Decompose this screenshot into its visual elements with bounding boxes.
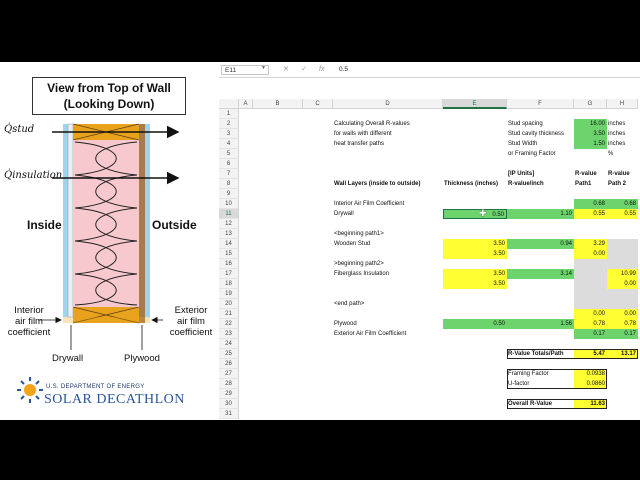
outside-label: Outside — [152, 218, 197, 232]
cell-g25[interactable]: 5.47 — [574, 349, 607, 359]
diagram-title-line1: View from Top of Wall — [47, 81, 171, 95]
cell-d10[interactable]: Interior Air Film Coefficient — [334, 201, 405, 207]
insert-function-icon[interactable]: fx — [319, 66, 325, 73]
formula-bar — [219, 62, 640, 78]
q-stud-label: Q̇stud — [4, 124, 35, 135]
row-header-7[interactable]: 7 — [219, 169, 239, 179]
cell-h14[interactable] — [607, 239, 638, 249]
column-header-b[interactable]: B — [253, 99, 303, 109]
row-header-17[interactable]: 17 — [219, 269, 239, 279]
cell-e22[interactable]: 0.50 — [443, 319, 507, 329]
confirm-entry-icon[interactable]: ✓ — [301, 66, 307, 73]
drywall-layer — [68, 124, 73, 317]
cell-d13[interactable]: <beginning path1> — [334, 231, 384, 237]
cell-h18[interactable]: 0.00 — [607, 279, 638, 289]
column-header-f[interactable]: F — [507, 99, 574, 109]
cell-e8[interactable]: Thickness (inches) — [444, 181, 499, 187]
exterior-film-label: Exterior air film coefficient — [169, 305, 213, 338]
cell-g18[interactable] — [574, 279, 607, 289]
wall-diagram-panel — [0, 62, 219, 420]
cell-g11[interactable]: 0.55 — [574, 209, 607, 219]
cell-g30[interactable]: 11.63 — [574, 399, 607, 409]
row-header-3[interactable]: 3 — [219, 129, 239, 139]
formula-value[interactable]: 0.5 — [339, 66, 349, 73]
cell-g8[interactable]: Path1 — [575, 181, 592, 187]
row-header-5[interactable]: 5 — [219, 149, 239, 159]
row-header-19[interactable]: 19 — [219, 289, 239, 299]
cell-d8[interactable]: Wall Layers (inside to outside) — [334, 181, 421, 187]
row-header-18[interactable]: 18 — [219, 279, 239, 289]
cell-h11[interactable]: 0.55 — [607, 209, 638, 219]
cell-h17[interactable]: 10.99 — [607, 269, 638, 279]
cell-g3[interactable]: 3.50 — [574, 129, 607, 139]
cell-h4[interactable]: inches — [608, 141, 626, 147]
cell-h8[interactable]: Path 2 — [608, 181, 627, 187]
doe-sun-logo-icon — [16, 376, 44, 410]
row-header-1[interactable]: 1 — [219, 109, 239, 119]
plywood-label: Plywood — [124, 353, 160, 364]
cell-d22[interactable]: Plywood — [334, 321, 357, 327]
cell-f3[interactable]: Stud cavity thickness — [508, 131, 565, 137]
column-header-e[interactable]: E — [443, 99, 507, 109]
cell-h15[interactable] — [607, 249, 638, 259]
cell-cursor-icon: ✚ — [479, 208, 487, 218]
row-header-14[interactable]: 14 — [219, 239, 239, 249]
cell-h7[interactable]: R-value — [608, 171, 630, 177]
cell-h19[interactable] — [607, 289, 638, 299]
column-header-a[interactable]: A — [239, 99, 253, 109]
row-header-27[interactable]: 27 — [219, 369, 239, 379]
cell-g14[interactable]: 3.29 — [574, 239, 607, 249]
name-box-dropdown-icon[interactable]: ▼ — [261, 65, 266, 71]
cell-f5[interactable]: or Framing Factor — [508, 151, 556, 157]
row-header-21[interactable]: 21 — [219, 309, 239, 319]
cell-f7[interactable]: [IP Units] — [508, 171, 535, 177]
cell-f14[interactable]: 0.94 — [507, 239, 574, 249]
row-header-10[interactable]: 10 — [219, 199, 239, 209]
cell-g28[interactable]: 0.0860 — [574, 379, 607, 389]
inside-label: Inside — [27, 218, 62, 232]
doe-logo-line1: U.S. DEPARTMENT OF ENERGY — [46, 384, 145, 390]
row-header-12[interactable]: 12 — [219, 219, 239, 229]
cell-d17[interactable]: Fiberglass Insulation — [334, 271, 390, 277]
cell-f30[interactable]: Overall R-Value — [508, 401, 553, 407]
cell-e15[interactable]: 3.50 — [443, 249, 507, 259]
row-header-16[interactable]: 16 — [219, 259, 239, 269]
row-header-26[interactable]: 26 — [219, 359, 239, 369]
name-box[interactable]: E11 — [221, 65, 269, 75]
cell-f4[interactable]: Stud Width — [508, 141, 538, 147]
cell-d2[interactable]: Calculating Overall R-values — [334, 121, 410, 127]
row-header-8[interactable]: 8 — [219, 179, 239, 189]
cell-e18[interactable]: 3.50 — [443, 279, 507, 289]
row-header-9[interactable]: 9 — [219, 189, 239, 199]
cell-h23[interactable]: 0.17 — [607, 329, 638, 339]
cell-f27[interactable]: Framing Factor — [508, 371, 549, 377]
cell-f22[interactable]: 1.56 — [507, 319, 574, 329]
cell-e17[interactable]: 3.50 — [443, 269, 507, 279]
cell-g21[interactable]: 0.00 — [574, 309, 607, 319]
diagram-title-box — [32, 77, 186, 115]
cell-g22[interactable]: 0.78 — [574, 319, 607, 329]
cancel-entry-icon[interactable]: ✕ — [283, 66, 289, 73]
cell-f8[interactable]: R-value/inch — [508, 181, 544, 187]
exterior-air-film — [145, 124, 150, 317]
cell-g15[interactable]: 0.00 — [574, 249, 607, 259]
cell-d3[interactable]: for walls with different — [334, 131, 392, 137]
doe-logo-line2: SOLAR DECATHLON — [44, 392, 185, 407]
cell-g16[interactable] — [574, 259, 607, 269]
row-header-22[interactable]: 22 — [219, 319, 239, 329]
cell-g7[interactable]: R-value — [575, 171, 597, 177]
cell-d11[interactable]: Drywall — [334, 211, 354, 217]
row-header-2[interactable]: 2 — [219, 119, 239, 129]
spreadsheet-window — [219, 62, 640, 420]
cell-g20[interactable] — [574, 299, 607, 309]
column-header-h[interactable]: H — [607, 99, 638, 109]
cell-d23[interactable]: Exterior Air Film Coefficient — [334, 331, 407, 337]
row-header-6[interactable]: 6 — [219, 159, 239, 169]
cell-d14[interactable]: Wooden Stud — [334, 241, 371, 247]
diagram-title-line2: (Looking Down) — [63, 97, 155, 111]
row-header-13[interactable]: 13 — [219, 229, 239, 239]
cell-e11[interactable]: 0.50 — [443, 209, 507, 219]
row-header-15[interactable]: 15 — [219, 249, 239, 259]
cell-h25[interactable]: 13.17 — [607, 349, 638, 359]
plywood-layer — [139, 124, 145, 323]
row-header-25[interactable]: 25 — [219, 349, 239, 359]
cell-g27[interactable]: 0.0938 — [574, 369, 607, 379]
cell-d16[interactable]: >beginning path2> — [334, 261, 384, 267]
q-insulation-label: Q̇insulation — [4, 170, 63, 181]
cell-f25[interactable]: R-Value Totals/Path — [508, 351, 564, 357]
cell-g10[interactable]: 0.68 — [574, 199, 607, 209]
column-header-c[interactable]: C — [303, 99, 333, 109]
cell-g4[interactable]: 1.50 — [574, 139, 607, 149]
cell-h5[interactable]: % — [608, 151, 614, 157]
column-header-d[interactable]: D — [333, 99, 443, 109]
cell-f2[interactable]: Stud spacing — [508, 121, 543, 127]
cell-h21[interactable]: 0.00 — [607, 309, 638, 319]
cell-h3[interactable]: inches — [608, 131, 626, 137]
cell-e14[interactable]: 3.50 — [443, 239, 507, 249]
cell-f17[interactable]: 3.14 — [507, 269, 574, 279]
cell-d4[interactable]: heat transfer paths — [334, 141, 385, 147]
column-header-g[interactable]: G — [574, 99, 607, 109]
drywall-label: Drywall — [52, 353, 84, 364]
row-header-23[interactable]: 23 — [219, 329, 239, 339]
cell-g2[interactable]: 16.00 — [574, 119, 607, 129]
cell-g19[interactable] — [574, 289, 607, 299]
cell-h20[interactable] — [607, 299, 638, 309]
cell-h16[interactable] — [607, 259, 638, 269]
row-header-30[interactable]: 30 — [219, 399, 239, 409]
cell-h22[interactable]: 0.78 — [607, 319, 638, 329]
cell-f28[interactable]: U-factor — [508, 381, 530, 387]
row-header-24[interactable]: 24 — [219, 339, 239, 349]
cell-g23[interactable]: 0.17 — [574, 329, 607, 339]
cell-d20[interactable]: <end path> — [334, 301, 365, 307]
interior-air-film — [63, 124, 68, 317]
insulation-cavity — [73, 140, 139, 307]
cell-f11[interactable]: 1.10 — [507, 209, 574, 219]
cell-h2[interactable]: inches — [608, 121, 626, 127]
select-all-corner[interactable] — [219, 99, 239, 109]
wall-diagram — [0, 62, 219, 420]
row-header-4[interactable]: 4 — [219, 139, 239, 149]
row-header-29[interactable]: 29 — [219, 389, 239, 399]
row-header-28[interactable]: 28 — [219, 379, 239, 389]
interior-film-label: Interior air film coefficient — [7, 305, 51, 338]
cell-g17[interactable] — [574, 269, 607, 279]
row-header-11[interactable]: 11 — [219, 209, 239, 219]
row-header-20[interactable]: 20 — [219, 299, 239, 309]
row-header-31[interactable]: 31 — [219, 409, 239, 419]
cell-h10[interactable]: 0.68 — [607, 199, 638, 209]
